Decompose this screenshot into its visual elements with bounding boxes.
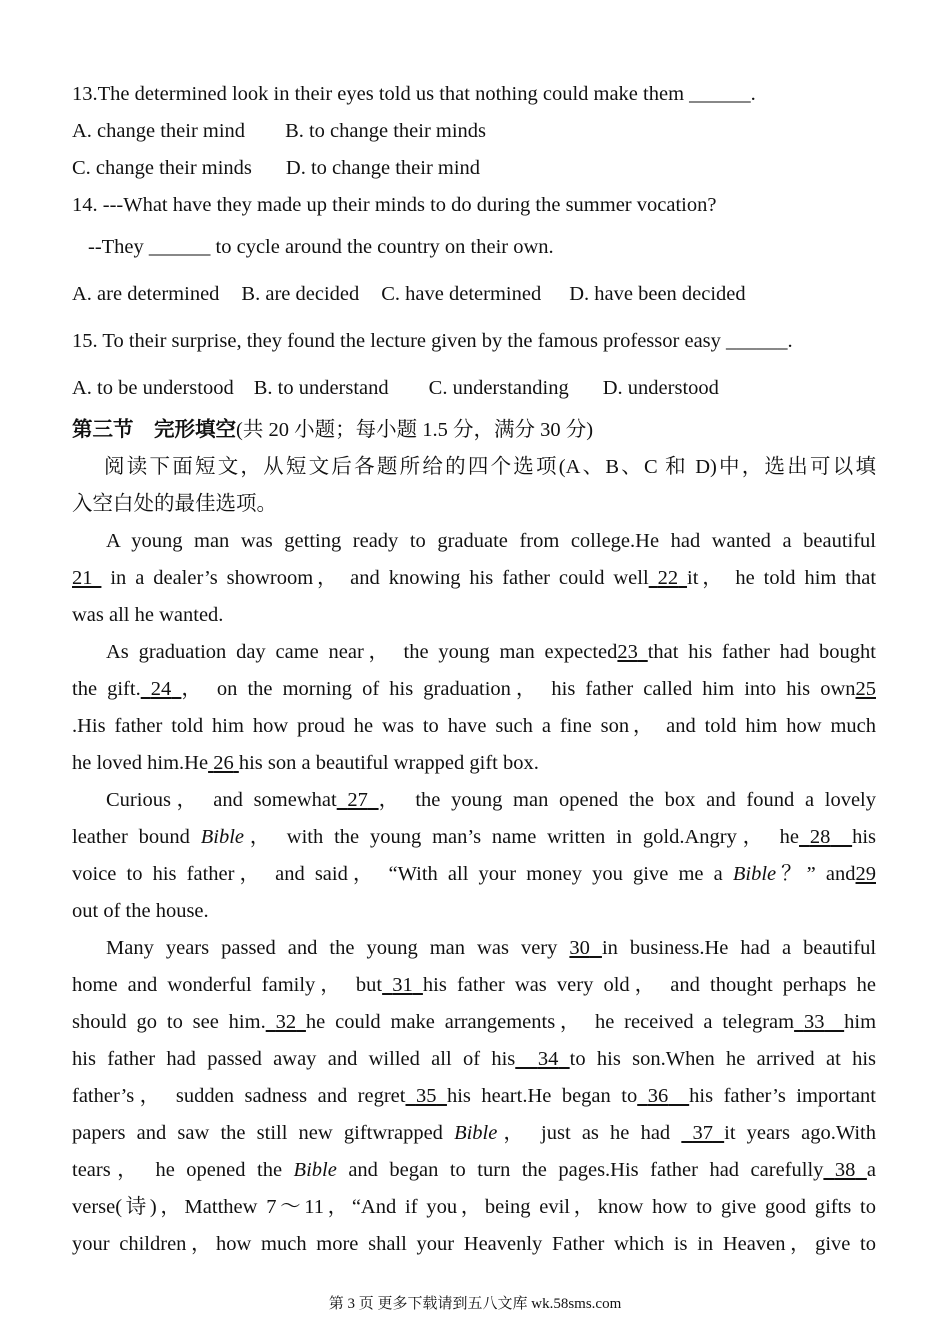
section-instruction-1: 阅读下面短文，从短文后各题所给的四个选项(A、B、C 和 D)中，选出可以填 [104, 456, 876, 478]
q13-option-b: B. to change their minds [285, 120, 487, 142]
blank-22: 22 [657, 567, 679, 589]
q13-options-ab [72, 113, 876, 150]
q14-option-c: C. have determined [381, 283, 542, 305]
passage-line-11: out of the house. [72, 900, 209, 922]
passage-line-12: Many years passed and the young man was very 30 in business.He had a beautiful [106, 937, 876, 959]
passage-line-1: A young man was getting ready to graduate from college.He had wanted a beautiful [106, 530, 876, 552]
blank-29: 29 [855, 863, 876, 885]
blank-23: 23 [617, 641, 638, 663]
blank-27: 27 [347, 789, 368, 811]
q14-option-d: D. have been decided [569, 283, 746, 305]
passage-line-15: his father had passed away and willed all of his 34 to his son.When he arrived at his [72, 1048, 876, 1070]
section-title: 第三节 完形填空 [72, 419, 236, 441]
blank-31: 31 [392, 974, 413, 996]
blank-26: 26 [213, 752, 234, 774]
q13-option-d: D. to change their mind [285, 157, 481, 179]
passage-line-18: tears， he opened the Bible and began to turn the pages.His father had carefully 38 a [72, 1159, 876, 1181]
blank-37: 37 [692, 1122, 713, 1144]
blank-33: 33 [803, 1011, 825, 1033]
passage-line-6: .His father told him how proud he was to have such a fine son， and told him how much [72, 715, 876, 737]
q13-stem: 13.The determined look in their eyes told us that nothing could make them ______. [72, 83, 756, 105]
passage-line-2: 21 in a dealer’s showroom， and knowing his father could well 22 it， he told him that [72, 567, 876, 589]
q14-option-b: B. are decided [241, 283, 360, 305]
q13-option-a: A. change their mind [72, 120, 246, 142]
section-instruction-2: 入空白处的最佳选项。 [72, 493, 277, 515]
passage-line-4: As graduation day came near， the young man expected23 that his father had bought [106, 641, 876, 663]
passage-line-3: was all he wanted. [72, 604, 224, 626]
q15-options [72, 365, 876, 412]
blank-38: 38 [834, 1159, 856, 1181]
q15-option-d: D. understood [602, 377, 719, 399]
q13-option-c: C. change their minds [72, 157, 252, 179]
blank-34: 34 [537, 1048, 559, 1070]
blank-36: 36 [647, 1085, 669, 1107]
document-page [72, 76, 876, 1263]
passage-line-7: he loved him.He 26 his son a beautiful wrapped gift box. [72, 752, 539, 774]
q13-options-cd [72, 150, 876, 187]
passage-line-17: papers and saw the still new giftwrapped Bible， just as he had 37 it years ago.With [72, 1122, 876, 1144]
q15-option-c: C. understanding [428, 377, 569, 399]
q14-options [72, 271, 876, 318]
passage-line-8: Curious， and somewhat 27 ， the young man opened the box and found a lovely [106, 789, 876, 811]
passage-line-19: verse(诗)，Matthew 7～11，“And if you，being evil，know how to give good gifts to [72, 1196, 876, 1218]
blank-35: 35 [415, 1085, 437, 1107]
q15-option-a: A. to be understood [72, 377, 234, 399]
q14-option-a: A. are determined [72, 283, 220, 305]
page-footer: 第 3 页 更多下载请到五八文库 wk.58sms.com [328, 1296, 622, 1312]
passage-line-13: home and wonderful family， but 31 his father was very old， and thought perhaps he [72, 974, 876, 996]
blank-32: 32 [275, 1011, 297, 1033]
blank-28: 28 [809, 826, 831, 848]
passage-line-10: voice to his father， and said， “With all your money you give me a Bible？” and29 [72, 863, 876, 885]
blank-30: 30 [569, 937, 590, 959]
blank-25: 25 [855, 678, 876, 700]
section-heading [72, 412, 876, 449]
passage-line-16: father’s， sudden sadness and regret 35 his heart.He began to 36 his father’s important [72, 1085, 876, 1107]
passage-line-5: the gift. 24 ， on the morning of his graduation， his father called him into his own25 [72, 678, 876, 700]
blank-21: 21 [72, 567, 93, 589]
blank-24: 24 [150, 678, 172, 700]
q14-reply: --They ______ to cycle around the country on their own. [88, 236, 554, 258]
passage-line-14: should go to see him. 32 he could make arrangements， he received a telegram 33 him [72, 1011, 876, 1033]
q15-option-b: B. to understand [253, 377, 389, 399]
passage-line-20: your children，how much more shall your Heavenly Father which is in Heaven，give to [72, 1233, 876, 1255]
q14-stem: 14. ---What have they made up their minds to do during the summer vocation? [72, 194, 717, 216]
q15-stem: 15. To their surprise, they found the lecture given by the famous professor easy ______. [72, 330, 793, 352]
section-note: (共 20 小题；每小题 1.5 分，满分 30 分) [236, 419, 594, 441]
passage-line-9: leather bound Bible， with the young man’s name written in gold.Angry， he 28 his [72, 826, 876, 848]
